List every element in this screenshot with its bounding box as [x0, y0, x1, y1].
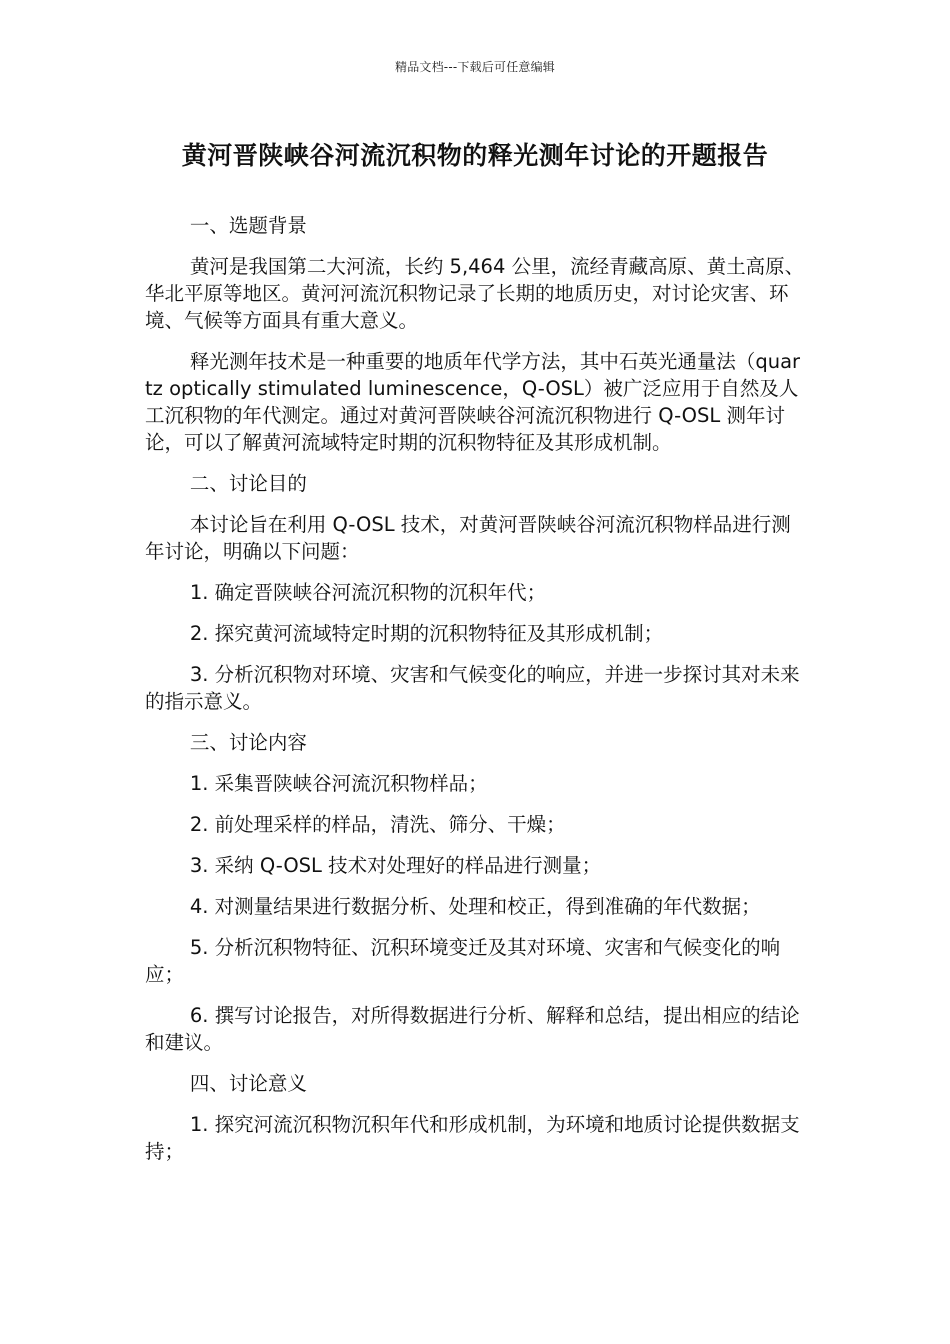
- document-body: [145, 212, 807, 1179]
- section-heading-purpose: 二、讨论目的: [189, 472, 307, 495]
- page-header: 精品文档---下载后可任意编辑: [395, 60, 555, 74]
- list-item: 2. 前处理采样的样品，清洗、筛分、干燥；: [189, 813, 566, 836]
- list-item: 1. 探究河流沉积物沉积年代和形成机制，为环境和地质讨论提供数据支持；: [145, 1113, 800, 1163]
- document-title: 黄河晋陕峡谷河流沉积物的释光测年讨论的开题报告: [181, 141, 769, 170]
- section-heading-significance: 四、讨论意义: [189, 1072, 307, 1095]
- section-heading-content: 三、讨论内容: [189, 731, 307, 754]
- list-item: 3. 采纳 Q-OSL 技术对处理好的样品进行测量；: [189, 854, 602, 877]
- section-heading-background: 一、选题背景: [189, 214, 307, 237]
- paragraph: 释光测年技术是一种重要的地质年代学方法，其中石英光通量法（quartz optically stimulated luminescence，Q-OSL）被广泛应用于自然及人工沉积物的年代测定。通过对黄河晋陕峡谷河流沉积物进行 Q-OSL 测年讨论，可以了解黄河流域特定时期的沉积物特征及其形成机制。: [145, 350, 801, 454]
- list-item: 1. 确定晋陕峡谷河流沉积物的沉积年代；: [189, 581, 547, 604]
- paragraph: 本讨论旨在利用 Q-OSL 技术，对黄河晋陕峡谷河流沉积物样品进行测年讨论，明确以下问题：: [145, 513, 791, 563]
- list-item: 3. 分析沉积物对环境、灾害和气候变化的响应，并进一步探讨其对未来的指示意义。: [145, 663, 800, 713]
- list-item: 6. 撰写讨论报告，对所得数据进行分析、解释和总结，提出相应的结论和建议。: [145, 1004, 800, 1054]
- list-item: 2. 探究黄河流域特定时期的沉积物特征及其形成机制；: [189, 622, 664, 645]
- list-item: 4. 对测量结果进行数据分析、处理和校正，得到准确的年代数据；: [189, 895, 761, 918]
- list-item: 1. 采集晋陕峡谷河流沉积物样品；: [189, 772, 488, 795]
- list-item: 5. 分析沉积物特征、沉积环境变迁及其对环境、灾害和气候变化的响应；: [145, 936, 781, 986]
- paragraph: 黄河是我国第二大河流，长约 5,464 公里，流经青藏高原、黄土高原、华北平原等地区。黄河河流沉积物记录了长期的地质历史，对讨论灾害、环境、气候等方面具有重大意义。: [145, 255, 805, 332]
